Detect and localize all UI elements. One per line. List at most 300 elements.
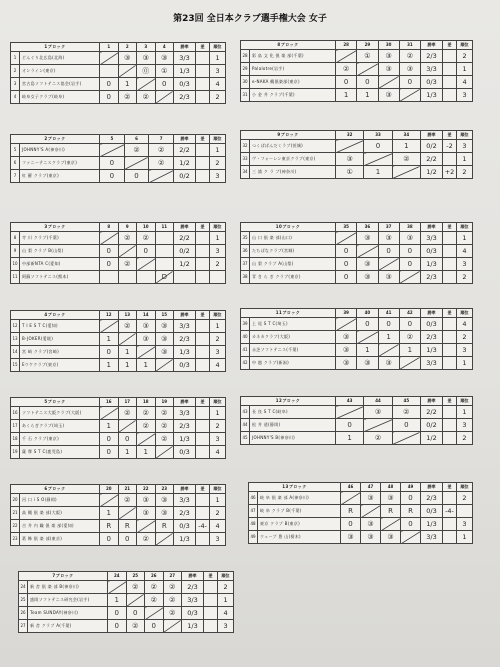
match-result: 1 [118, 346, 137, 359]
team-number: 34 [241, 166, 250, 179]
header-rank: 順位 [457, 483, 473, 492]
team-name: ヴ・フォーレン東京クラブ(東京) [250, 153, 336, 166]
column-number: 41 [378, 309, 399, 318]
rank: 1 [210, 407, 226, 420]
difference [196, 507, 210, 520]
win-rate: 0/2 [173, 170, 195, 183]
match-result: 0 [100, 78, 119, 91]
header-difference: 差 [196, 223, 210, 232]
match-result: ② [399, 50, 420, 63]
block-table [10, 134, 226, 183]
difference [443, 258, 457, 271]
match-result: 1 [399, 344, 420, 357]
block-name: 3ブロック [11, 223, 100, 232]
rank: 3 [457, 258, 473, 271]
match-result: 0 [336, 419, 364, 432]
team-number: 7 [11, 170, 20, 183]
team-name: 河 口 i S O(静岡) [20, 494, 100, 507]
win-rate: 1/3 [174, 346, 196, 359]
column-number: 19 [155, 398, 174, 407]
match-result: ② [364, 432, 392, 445]
team-number: 15 [11, 359, 20, 372]
column-number: 34 [392, 131, 420, 140]
win-rate: 3/3 [182, 594, 204, 607]
column-number: 21 [118, 485, 137, 494]
column-number: 28 [336, 41, 357, 50]
team-name: オンライン(東京) [20, 65, 100, 78]
win-rate: 0/2 [421, 140, 443, 153]
diagonal-cell [336, 318, 357, 331]
match-result: 0 [399, 258, 420, 271]
team-number: 27 [19, 620, 28, 633]
team-name: 盛岡ソフトテニス研究会(岩手) [28, 594, 108, 607]
match-result: 0 [118, 533, 137, 546]
match-result: 1 [108, 594, 127, 607]
block-table [10, 222, 226, 284]
team-number: 37 [241, 258, 250, 271]
rank: 3 [210, 533, 226, 546]
difference [443, 344, 457, 357]
diagonal-cell [137, 433, 156, 446]
difference [443, 153, 457, 166]
table-row [241, 419, 473, 432]
header-rank: 順位 [457, 309, 473, 318]
match-result: ① [155, 65, 174, 78]
header-difference: 差 [196, 398, 210, 407]
header-difference: 差 [196, 485, 210, 494]
diagonal-cell [336, 140, 364, 153]
block-name: 5ブロック [11, 398, 100, 407]
difference [443, 50, 457, 63]
diagonal-cell [137, 78, 156, 91]
match-result: 1 [336, 432, 364, 445]
match-result [155, 258, 174, 271]
team-number: 10 [11, 258, 20, 271]
table-row [241, 63, 473, 76]
team-name: 宮古島ソフトテニス協会(岩手) [20, 78, 100, 91]
team-name: ソフトテニス大阪クラブ(大阪) [20, 407, 100, 420]
difference: -2 [443, 140, 457, 153]
team-name: 永芝ソフトテニス(千葉) [250, 344, 336, 357]
team-name: JOHNNY'S B(神奈川) [250, 432, 336, 445]
win-rate: 1/3 [174, 65, 196, 78]
header-difference: 差 [196, 43, 210, 52]
column-number: 9 [118, 223, 137, 232]
match-result: ③ [155, 507, 174, 520]
diagonal-cell [118, 507, 137, 520]
match-result: ② [149, 144, 174, 157]
difference [196, 78, 210, 91]
match-result: ② [336, 63, 357, 76]
team-number: 33 [241, 153, 250, 166]
team-number: 4 [11, 91, 20, 104]
win-rate: 0/3 [174, 446, 196, 459]
diagonal-cell [118, 65, 137, 78]
table-row [241, 357, 473, 370]
column-number: 30 [378, 41, 399, 50]
match-result: ③ [357, 232, 378, 245]
rank: 3 [209, 170, 225, 183]
match-result: R [100, 520, 119, 533]
block-table [10, 310, 226, 372]
header-rank: 順位 [210, 398, 226, 407]
difference [196, 407, 210, 420]
table-row [11, 433, 226, 446]
match-result: 0 [392, 419, 420, 432]
win-rate: 0/2 [174, 245, 196, 258]
team-name: T I E S T C(愛知) [20, 320, 100, 333]
table-row [11, 407, 226, 420]
match-result: ② [137, 232, 156, 245]
win-rate: 0/3 [174, 78, 196, 91]
match-result: 0 [108, 607, 127, 620]
rank: 3 [457, 518, 473, 531]
column-number: 38 [399, 223, 420, 232]
difference [196, 333, 210, 346]
rank: 4 [218, 607, 234, 620]
match-result: 0 [145, 620, 164, 633]
block-table [10, 397, 226, 459]
team-number: 40 [241, 331, 250, 344]
diagonal-cell [336, 232, 357, 245]
match-result: 1 [137, 446, 156, 459]
team-number: 8 [11, 232, 20, 245]
rank [210, 271, 226, 284]
header-difference: 差 [196, 311, 210, 320]
match-result: ③ [378, 232, 399, 245]
difference [443, 518, 457, 531]
team-name: どんぐり北広島(北海) [20, 52, 100, 65]
match-result: R [155, 520, 174, 533]
header-win-rate: 勝率 [421, 223, 443, 232]
rank: 1 [457, 63, 473, 76]
rank: 3 [457, 140, 473, 153]
column-number: 10 [137, 223, 156, 232]
rank: 4 [457, 318, 473, 331]
column-number: 29 [357, 41, 378, 50]
table-row [241, 76, 473, 89]
team-name: 彩 鳥 文 化 倶 楽 部(千葉) [250, 50, 336, 63]
header-rank: 順位 [218, 572, 234, 581]
column-number: 2 [118, 43, 137, 52]
match-result: 0 [100, 433, 119, 446]
diagonal-cell [341, 492, 361, 505]
column-number: 36 [357, 223, 378, 232]
column-number: 42 [399, 309, 420, 318]
team-number: 45 [241, 432, 250, 445]
match-result: ③ [361, 492, 381, 505]
rank [457, 505, 473, 518]
match-result: ① [357, 50, 378, 63]
block-table [18, 571, 234, 633]
match-result: 1 [392, 140, 420, 153]
team-name: 長 良 S T C(岐阜) [250, 406, 336, 419]
match-result: ③ [336, 331, 357, 344]
diagonal-cell [399, 271, 420, 284]
diagonal-cell [118, 420, 137, 433]
difference [196, 258, 210, 271]
diagonal-cell [163, 620, 182, 633]
difference [443, 331, 457, 344]
match-result: 0 [155, 78, 174, 91]
match-result: ③ [381, 531, 401, 544]
difference [195, 157, 209, 170]
match-result: 0 [378, 245, 399, 258]
table-row [249, 518, 473, 531]
header-difference: 差 [442, 397, 456, 406]
win-rate: 2/3 [174, 91, 196, 104]
match-result: 0 [100, 157, 125, 170]
team-number: 30 [241, 76, 250, 89]
table-row [11, 520, 226, 533]
diagonal-cell [100, 494, 119, 507]
table-row [19, 607, 234, 620]
match-result: ③ [137, 507, 156, 520]
header-rank: 順位 [210, 223, 226, 232]
column-number: 1 [100, 43, 119, 52]
table-row [241, 258, 473, 271]
match-result: ③ [137, 333, 156, 346]
column-number: 43 [336, 397, 364, 406]
header-difference: 差 [443, 223, 457, 232]
table-row [11, 533, 226, 546]
table-row [11, 333, 226, 346]
win-rate: 3/3 [421, 357, 443, 370]
column-number: 44 [364, 397, 392, 406]
diagonal-cell [126, 594, 145, 607]
diagonal-cell [100, 407, 119, 420]
win-rate: 1/3 [421, 89, 443, 102]
column-number: 40 [357, 309, 378, 318]
header-rank: 順位 [209, 135, 225, 144]
match-result [118, 271, 137, 284]
rank: 2 [456, 432, 472, 445]
win-rate: 1/3 [174, 433, 196, 446]
column-number: 4 [155, 43, 174, 52]
column-number: 31 [399, 41, 420, 50]
column-number: 39 [336, 309, 357, 318]
block-table [240, 40, 473, 102]
match-result: ③ [137, 320, 156, 333]
block-name: 13ブロック [249, 483, 341, 492]
header-rank: 順位 [457, 41, 473, 50]
win-rate: 2/3 [421, 492, 443, 505]
diagonal-cell [378, 258, 399, 271]
win-rate: 1/3 [421, 258, 443, 271]
table-row [11, 320, 226, 333]
difference [204, 594, 218, 607]
team-number: 18 [11, 433, 20, 446]
rank: 4 [210, 520, 226, 533]
block-table [240, 308, 473, 370]
team-number: 24 [19, 581, 28, 594]
table-row [11, 420, 226, 433]
match-result: ⓪ [137, 65, 156, 78]
rank: 2 [210, 333, 226, 346]
match-result: ③ [399, 63, 420, 76]
difference [442, 432, 456, 445]
column-number: 35 [336, 223, 357, 232]
table-row [11, 170, 226, 183]
match-result: ② [137, 420, 156, 433]
win-rate: 3/3 [421, 232, 443, 245]
match-result: 0 [100, 245, 119, 258]
column-number: 22 [137, 485, 156, 494]
match-result: 0 [137, 245, 156, 258]
match-result: ② [163, 594, 182, 607]
team-name: 松 井 道(静岡) [250, 419, 336, 432]
rank: 4 [210, 78, 226, 91]
rank: 2 [457, 50, 473, 63]
team-name: 寺 川 クラブ(千葉) [20, 232, 100, 245]
team-number: 16 [11, 407, 20, 420]
column-number: 48 [381, 483, 401, 492]
match-result: 1 [118, 446, 137, 459]
diagonal-cell: D [155, 271, 174, 284]
team-name: 新 舎 クラブ A(千葉) [28, 620, 108, 633]
match-result: ① [336, 166, 364, 179]
difference [443, 531, 457, 544]
team-number: 48 [249, 518, 258, 531]
rank: 1 [209, 144, 225, 157]
team-number: 28 [241, 50, 250, 63]
team-name: 山 梨 クラブ B(山梨) [20, 245, 100, 258]
column-number: 47 [361, 483, 381, 492]
difference [443, 357, 457, 370]
diagonal-cell [361, 505, 381, 518]
match-result: 0 [336, 245, 357, 258]
table-row [11, 232, 226, 245]
block-name: 11ブロック [241, 309, 336, 318]
match-result: 0 [399, 76, 420, 89]
header-win-rate: 勝率 [174, 311, 196, 320]
team-number: 3 [11, 78, 20, 91]
table-row [249, 492, 473, 505]
difference [443, 492, 457, 505]
rank: 1 [457, 153, 473, 166]
win-rate: 0/2 [420, 419, 442, 432]
team-number: 13 [11, 333, 20, 346]
difference: -4- [196, 520, 210, 533]
column-number: 12 [100, 311, 119, 320]
block-name: 9ブロック [241, 131, 336, 140]
team-number: 44 [241, 419, 250, 432]
match-result: ② [126, 581, 145, 594]
win-rate [174, 271, 196, 284]
match-result: R [381, 505, 401, 518]
win-rate: 2/3 [174, 333, 196, 346]
table-row [11, 65, 226, 78]
table-row [19, 594, 234, 607]
difference [196, 494, 210, 507]
team-number: 1 [11, 52, 20, 65]
header-win-rate: 勝率 [174, 398, 196, 407]
match-result: ② [118, 232, 137, 245]
team-number: 36 [241, 245, 250, 258]
table-row [241, 140, 473, 153]
team-name: 紅 羅 クラブ(東京) [20, 170, 100, 183]
match-result: 0 [401, 518, 421, 531]
match-result: ③ [378, 89, 399, 102]
column-number: 6 [124, 135, 149, 144]
match-result: 0 [100, 91, 119, 104]
match-result: 1 [336, 89, 357, 102]
diagonal-cell [392, 166, 420, 179]
diagonal-cell [100, 320, 119, 333]
rank: 4 [457, 245, 473, 258]
document-title: 第23回 全日本クラブ選手権大会 女子 [173, 14, 327, 24]
diagonal-cell [336, 50, 357, 63]
match-result: 0 [399, 318, 420, 331]
win-rate: 2/3 [174, 507, 196, 520]
win-rate: 1/3 [421, 344, 443, 357]
column-number: 20 [100, 485, 119, 494]
match-result: ② [155, 407, 174, 420]
match-result: ② [392, 153, 420, 166]
match-result: 0 [341, 518, 361, 531]
match-result: 1 [357, 344, 378, 357]
difference [195, 170, 209, 183]
difference [443, 89, 457, 102]
rank: 4 [210, 446, 226, 459]
match-result: 1 [137, 359, 156, 372]
column-number: 8 [100, 223, 119, 232]
match-result [155, 232, 174, 245]
header-win-rate: 勝率 [174, 43, 196, 52]
diagonal-cell [357, 245, 378, 258]
rank: 4 [210, 359, 226, 372]
diagonal-cell [401, 531, 421, 544]
win-rate: 2/2 [420, 406, 442, 419]
table-row [11, 494, 226, 507]
team-name: Eウケクラブ(東京) [20, 359, 100, 372]
team-name: たちばなクラブ(宮城) [250, 245, 336, 258]
match-result: ② [163, 607, 182, 620]
diagonal-cell [124, 157, 149, 170]
rank: 3 [457, 89, 473, 102]
win-rate: 0/3 [421, 318, 443, 331]
match-result: ③ [378, 50, 399, 63]
rank: 2 [210, 91, 226, 104]
rank: 2 [457, 492, 473, 505]
match-result: ③ [378, 271, 399, 284]
match-result: 1 [100, 507, 119, 520]
difference [196, 232, 210, 245]
match-result: R [341, 505, 361, 518]
win-rate: 2/3 [421, 331, 443, 344]
team-number: 19 [11, 446, 20, 459]
rank: 1 [456, 406, 472, 419]
rank: 3 [210, 433, 226, 446]
difference [196, 533, 210, 546]
match-result: 0 [378, 318, 399, 331]
table-row [241, 318, 473, 331]
difference [442, 419, 456, 432]
match-result: 0 [401, 492, 421, 505]
difference: -4- [443, 505, 457, 518]
header-win-rate: 勝率 [182, 572, 204, 581]
match-result [100, 65, 119, 78]
rank: 3 [210, 65, 226, 78]
table-row [241, 432, 473, 445]
table-row [11, 144, 226, 157]
team-name: あくらぎクラブ(埼玉) [20, 420, 100, 433]
match-result: 0 [364, 140, 392, 153]
header-rank: 順位 [210, 485, 226, 494]
match-result: ② [149, 157, 174, 170]
match-result: 0 [357, 318, 378, 331]
diagonal-cell [145, 607, 164, 620]
